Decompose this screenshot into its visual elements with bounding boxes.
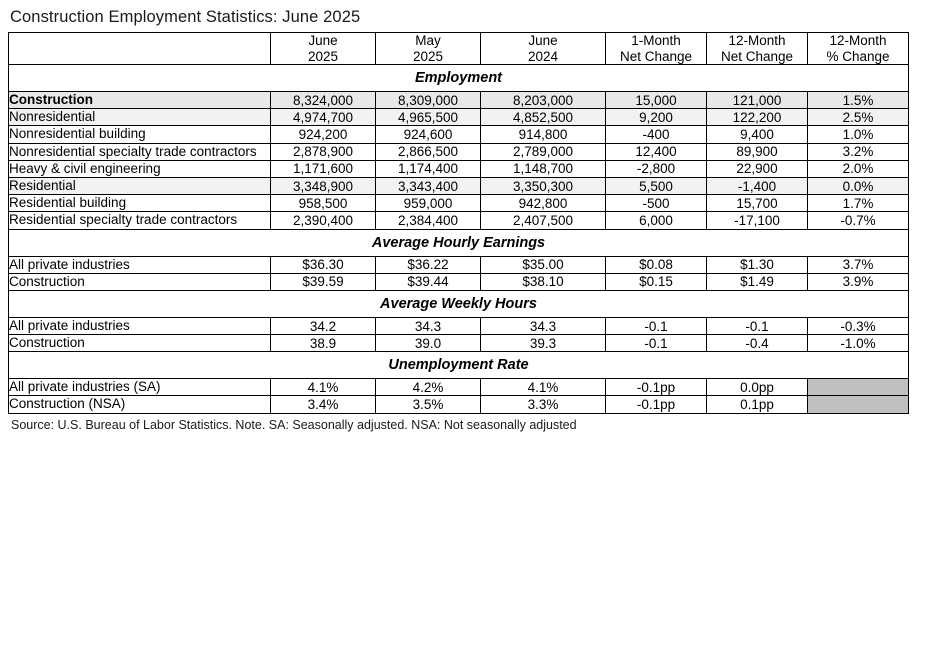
table-cell: $36.30: [271, 256, 376, 273]
table-cell: 34.3: [376, 317, 481, 334]
table-row: [9, 317, 909, 334]
table-cell: -500: [606, 195, 707, 212]
table-cell: 4,974,700: [271, 109, 376, 126]
header-cell-may-2025: [376, 33, 481, 65]
table-body: [9, 65, 909, 414]
table-cell: 4,852,500: [481, 109, 606, 126]
table-cell: 4.1%: [481, 379, 606, 396]
table-cell: 15,000: [606, 92, 707, 109]
table-cell: 2,390,400: [271, 212, 376, 229]
table-cell: 22,900: [707, 160, 808, 177]
header-line-1: 1-Month: [631, 33, 681, 48]
section-heading-row: [9, 352, 909, 379]
row-label: Construction: [9, 273, 271, 290]
header-line-1: June: [528, 33, 558, 48]
header-line-1: May: [415, 33, 441, 48]
table-cell: 2,789,000: [481, 143, 606, 160]
table-row: [9, 143, 909, 160]
header-cell-1-month-net-change: [606, 33, 707, 65]
row-label: Construction: [9, 92, 271, 109]
table-cell: 6,000: [606, 212, 707, 229]
table-cell: 39.3: [481, 335, 606, 352]
table-cell: -1,400: [707, 177, 808, 194]
row-label: Residential: [9, 177, 271, 194]
table-cell: 1,171,600: [271, 160, 376, 177]
table-cell: 4.1%: [271, 379, 376, 396]
table-cell: $35.00: [481, 256, 606, 273]
table-cell: 1,174,400: [376, 160, 481, 177]
table-row: [9, 160, 909, 177]
table-cell: 39.0: [376, 335, 481, 352]
table-cell: 3.5%: [376, 396, 481, 413]
row-label: Nonresidential: [9, 109, 271, 126]
table-cell: $36.22: [376, 256, 481, 273]
table-cell: 4,965,500: [376, 109, 481, 126]
table-cell: 8,203,000: [481, 92, 606, 109]
header-line-2: % Change: [826, 48, 890, 64]
construction-employment-table: [8, 32, 909, 414]
table-cell: 924,200: [271, 126, 376, 143]
row-label: Heavy & civil engineering: [9, 160, 271, 177]
header-line-1: June: [308, 33, 338, 48]
header-line-2: Net Change: [720, 48, 794, 64]
table-cell: 2.0%: [808, 160, 909, 177]
table-cell: 9,200: [606, 109, 707, 126]
section-heading-row: [9, 290, 909, 317]
table-cell: 959,000: [376, 195, 481, 212]
table-cell: 8,309,000: [376, 92, 481, 109]
table-cell: -1.0%: [808, 335, 909, 352]
section-heading: Average Weekly Hours: [9, 290, 909, 317]
table-cell: 2,407,500: [481, 212, 606, 229]
row-label: Residential building: [9, 195, 271, 212]
table-cell: 3.4%: [271, 396, 376, 413]
table-cell: $39.59: [271, 273, 376, 290]
source-note: Source: U.S. Bureau of Labor Statistics. Note. SA: Seasonally adjusted. NSA: Not seasonally adjusted: [11, 417, 577, 432]
table-row: [9, 177, 909, 194]
header-line-2: 2024: [527, 48, 559, 64]
row-label: Nonresidential specialty trade contractors: [9, 143, 271, 160]
table-cell: $38.10: [481, 273, 606, 290]
table-cell: 1,148,700: [481, 160, 606, 177]
table-cell: -0.4: [707, 335, 808, 352]
table-cell: 2,866,500: [376, 143, 481, 160]
table-cell: -0.1: [606, 317, 707, 334]
table-cell: -400: [606, 126, 707, 143]
table-cell: -0.1: [606, 335, 707, 352]
table-cell: 3,343,400: [376, 177, 481, 194]
row-label: Nonresidential building: [9, 126, 271, 143]
table-cell: -0.1pp: [606, 379, 707, 396]
table-cell: 122,200: [707, 109, 808, 126]
table-row: [9, 195, 909, 212]
table-cell: -17,100: [707, 212, 808, 229]
header-row: [9, 33, 909, 65]
table-cell: 34.3: [481, 317, 606, 334]
table-cell: 0.1pp: [707, 396, 808, 413]
table-cell: 924,600: [376, 126, 481, 143]
table-cell: -0.7%: [808, 212, 909, 229]
table-cell: 3,350,300: [481, 177, 606, 194]
row-label: Residential specialty trade contractors: [9, 212, 271, 229]
table-cell: $0.08: [606, 256, 707, 273]
table-cell: 4.2%: [376, 379, 481, 396]
table-cell: 958,500: [271, 195, 376, 212]
table-cell: 3.7%: [808, 256, 909, 273]
section-heading: Average Hourly Earnings: [9, 229, 909, 256]
row-label: Construction (NSA): [9, 396, 271, 413]
table-row: [9, 92, 909, 109]
table-cell: -0.3%: [808, 317, 909, 334]
table-cell: 9,400: [707, 126, 808, 143]
header-cell-12-month-pct-change: [808, 33, 909, 65]
section-heading-row: [9, 229, 909, 256]
table-cell: 3.2%: [808, 143, 909, 160]
table-cell: 2,878,900: [271, 143, 376, 160]
table-cell: $1.49: [707, 273, 808, 290]
table-cell: 34.2: [271, 317, 376, 334]
table-row: [9, 109, 909, 126]
table-cell: 3,348,900: [271, 177, 376, 194]
table-cell: -0.1: [707, 317, 808, 334]
table-row: [9, 256, 909, 273]
section-heading: Employment: [9, 65, 909, 92]
row-label: All private industries: [9, 317, 271, 334]
table-cell: 0.0%: [808, 177, 909, 194]
table-cell: 914,800: [481, 126, 606, 143]
page-title: Construction Employment Statistics: June 2025: [10, 8, 361, 26]
table-cell: -0.1pp: [606, 396, 707, 413]
table-cell: 89,900: [707, 143, 808, 160]
header-cell-june-2024: [481, 33, 606, 65]
table-cell: 38.9: [271, 335, 376, 352]
table-cell: 942,800: [481, 195, 606, 212]
table-row: [9, 335, 909, 352]
row-label: All private industries (SA): [9, 379, 271, 396]
table-cell: 8,324,000: [271, 92, 376, 109]
table-row: [9, 212, 909, 229]
header-line-2: Net Change: [619, 48, 693, 64]
header-line-1: 12-Month: [728, 33, 786, 48]
table-cell: 0.0pp: [707, 379, 808, 396]
header-cell-june-2025: [271, 33, 376, 65]
header-line-2: 2025: [412, 48, 444, 64]
row-label: All private industries: [9, 256, 271, 273]
table-cell: 5,500: [606, 177, 707, 194]
table-cell: $39.44: [376, 273, 481, 290]
header-line-1: 12-Month: [829, 33, 887, 48]
table-cell: 121,000: [707, 92, 808, 109]
table-cell: 3.3%: [481, 396, 606, 413]
table-row: [9, 126, 909, 143]
table-cell: 1.7%: [808, 195, 909, 212]
header-line-2: 2025: [307, 48, 339, 64]
section-heading-row: [9, 65, 909, 92]
table-row: [9, 396, 909, 413]
section-heading: Unemployment Rate: [9, 352, 909, 379]
table-row: [9, 273, 909, 290]
table-row: [9, 379, 909, 396]
table-cell: [808, 396, 909, 413]
table-cell: $1.30: [707, 256, 808, 273]
header-cell-blank: [9, 33, 271, 65]
header-cell-12-month-net-change: [707, 33, 808, 65]
row-label: Construction: [9, 335, 271, 352]
table-cell: 3.9%: [808, 273, 909, 290]
table-cell: $0.15: [606, 273, 707, 290]
table-cell: 2,384,400: [376, 212, 481, 229]
table-header: [9, 33, 909, 65]
table-cell: 1.0%: [808, 126, 909, 143]
table-cell: 15,700: [707, 195, 808, 212]
table-cell: 12,400: [606, 143, 707, 160]
table-cell: 1.5%: [808, 92, 909, 109]
table-cell: -2,800: [606, 160, 707, 177]
table-cell: 2.5%: [808, 109, 909, 126]
table-cell: [808, 379, 909, 396]
